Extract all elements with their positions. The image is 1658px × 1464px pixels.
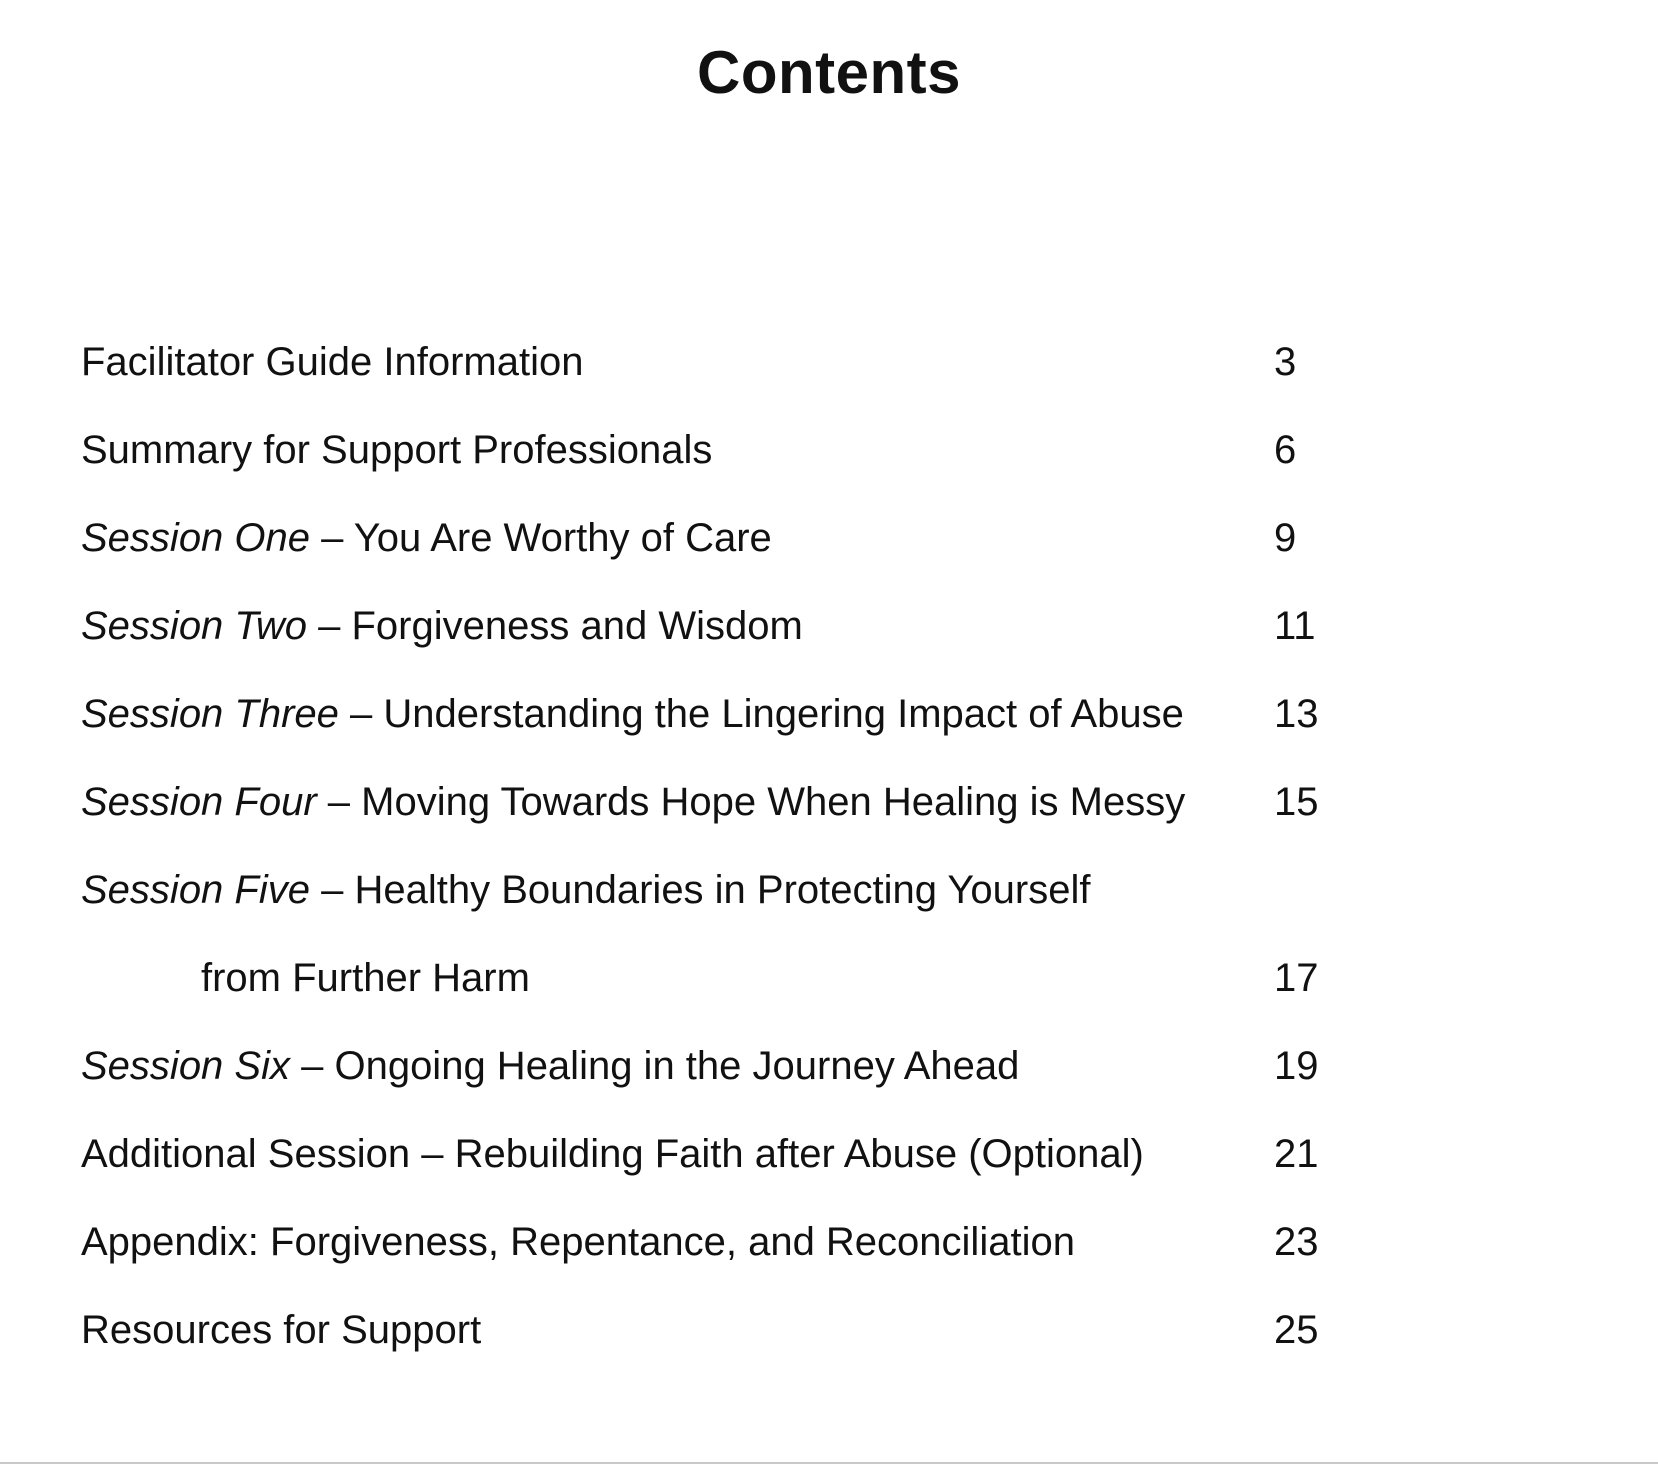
toc-entry-label	[81, 406, 712, 494]
toc-entry-label	[81, 670, 1184, 758]
toc-page-number: 15	[1274, 780, 1319, 824]
toc-entry-label	[81, 1022, 1019, 1110]
toc-entry-session-three[interactable]	[81, 670, 1361, 758]
toc-session-name: Session Three	[81, 692, 339, 736]
toc-page-number: 11	[1274, 604, 1316, 648]
toc-entry-appendix[interactable]	[81, 1198, 1361, 1286]
toc-entry-text: – You Are Worthy of Care	[310, 516, 772, 560]
toc-entry-label	[81, 318, 583, 406]
toc-entry-session-two[interactable]	[81, 582, 1361, 670]
table-of-contents	[81, 318, 1361, 1374]
toc-entry-label	[201, 934, 530, 1022]
toc-entry-text: – Moving Towards Hope When Healing is Messy	[316, 780, 1186, 824]
page-title: Contents	[697, 39, 961, 106]
toc-entry-facilitator-guide[interactable]	[81, 318, 1361, 406]
toc-session-name: Session Six	[81, 1044, 290, 1088]
toc-session-name: Session One	[81, 516, 311, 560]
toc-entry-text: Summary for Support Professionals	[81, 428, 713, 472]
toc-entry-session-one[interactable]	[81, 494, 1361, 582]
toc-entry-summary[interactable]	[81, 406, 1361, 494]
toc-entry-session-five[interactable]	[81, 846, 1361, 934]
toc-entry-session-six[interactable]	[81, 1022, 1361, 1110]
toc-entry-text: from Further Harm	[201, 956, 530, 1000]
toc-entry-label	[81, 494, 772, 582]
toc-page-number: 6	[1274, 428, 1297, 472]
toc-entry-text: Resources for Support	[81, 1308, 482, 1352]
toc-entry-text: Additional Session – Rebuilding Faith after Abuse (Optional)	[81, 1132, 1144, 1176]
toc-entry-label	[81, 758, 1185, 846]
toc-page-number: 21	[1274, 1132, 1319, 1176]
toc-page-number: 3	[1274, 340, 1297, 384]
toc-entry-text: Facilitator Guide Information	[81, 340, 584, 384]
toc-entry-label	[81, 846, 1090, 934]
toc-page-number: 19	[1274, 1044, 1319, 1088]
toc-entry-text: – Forgiveness and Wisdom	[307, 604, 803, 648]
toc-page-number: 25	[1274, 1308, 1319, 1352]
toc-entry-resources[interactable]	[81, 1286, 1361, 1374]
toc-entry-text: – Healthy Boundaries in Protecting Yourself	[309, 868, 1091, 912]
toc-session-name: Session Two	[81, 604, 308, 648]
toc-entry-text: – Ongoing Healing in the Journey Ahead	[289, 1044, 1020, 1088]
toc-entry-label	[81, 582, 803, 670]
toc-entry-text: – Understanding the Lingering Impact of Abuse	[338, 692, 1184, 736]
toc-entry-session-five-continued[interactable]	[81, 934, 1361, 1022]
toc-session-name: Session Five	[81, 868, 310, 912]
toc-entry-label	[81, 1110, 1144, 1198]
toc-session-name: Session Four	[81, 780, 317, 824]
toc-entry-label	[81, 1198, 1075, 1286]
toc-entry-additional-session[interactable]	[81, 1110, 1361, 1198]
toc-entry-session-four[interactable]	[81, 758, 1361, 846]
toc-page-number: 17	[1274, 956, 1319, 1000]
toc-entry-label	[81, 1286, 481, 1374]
toc-page-number: 13	[1274, 692, 1319, 736]
toc-page-number: 9	[1274, 516, 1297, 560]
toc-page-number: 23	[1274, 1220, 1319, 1264]
toc-entry-text: Appendix: Forgiveness, Repentance, and Reconciliation	[81, 1220, 1075, 1264]
